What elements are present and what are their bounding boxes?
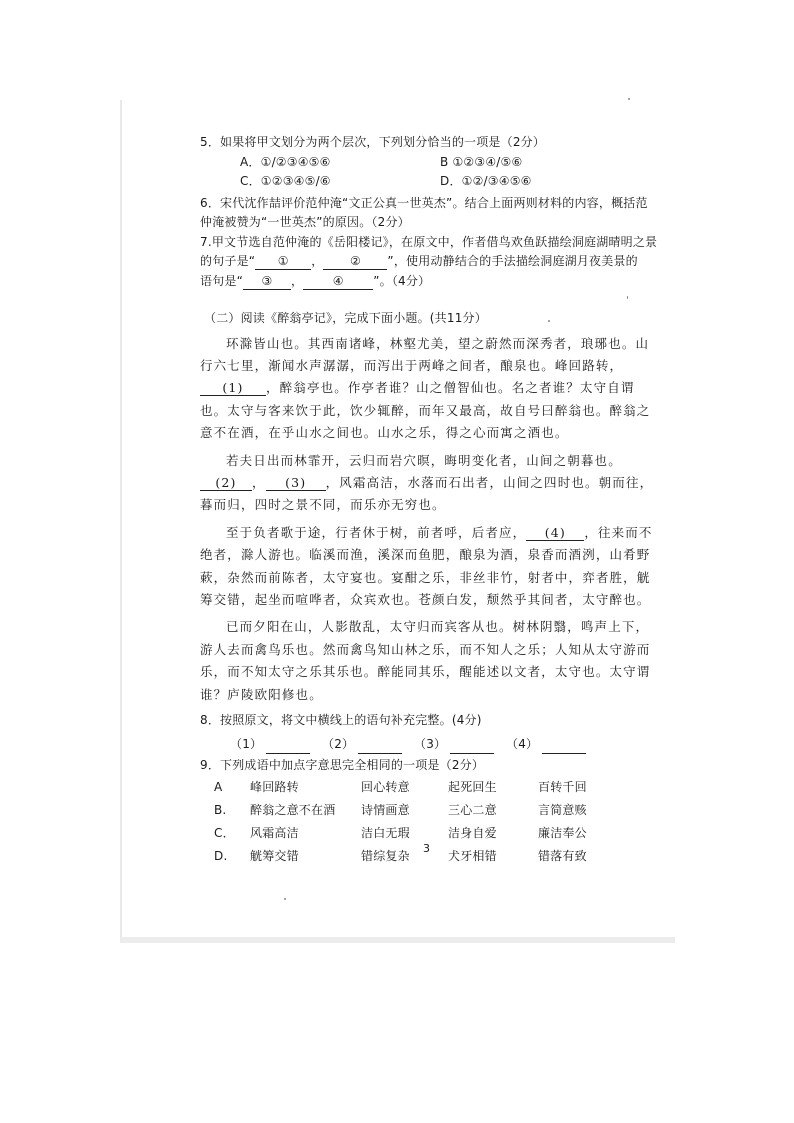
option-letter: D.	[214, 848, 228, 863]
passage-blank-2: (2)	[200, 475, 252, 491]
idiom: 风霜高洁	[250, 825, 299, 840]
answer-blank-2	[322, 735, 414, 755]
option-d: D．①②/③④⑤⑥	[440, 174, 532, 188]
idiom: 觥筹交错	[250, 848, 299, 863]
passage-blank-3: (3)	[266, 475, 326, 491]
question-5-options-row2	[200, 172, 660, 192]
scan-speck	[628, 98, 630, 100]
text: 已而夕阳在山，人影散乱，太守归而宾客从也。树林阴翳，鸣声上下，游人去而禽鸟乐也。然而禽鸟知山林之乐，而不知人之乐；人知从太守游而乐，而不知太守之乐其乐也。醉能同其乐，醒能述以文者，太守也。太守谓谁？庐陵欧阳修也。	[200, 619, 651, 702]
passage-paragraph-3	[200, 522, 660, 612]
passage-paragraph-4	[200, 616, 660, 706]
text: ，醉翁亭也。作亭者谁？山之僧智仙也。名之者谁？太守自谓也。太守与客来饮于此，饮少辄醉，而年又最高，故自号曰醉翁也。醉翁之意不在酒，在乎山水之间也。山水之乐，得之心而寓之酒也。	[200, 380, 651, 441]
scan-speck	[627, 296, 628, 299]
text: ，	[311, 254, 324, 268]
idiom: 起死回生	[448, 779, 497, 794]
idiom: 三心二意	[448, 802, 497, 817]
idiom-option-row	[200, 799, 660, 822]
question-7-line3	[200, 272, 660, 292]
exam-page	[200, 133, 660, 868]
question-6-line2: 仲淹被赞为“一世英杰”的原因。（2分）	[200, 215, 410, 229]
text: 若夫日出而林霏开，云归而岩穴暝，晦明变化者，山间之朝暮也。	[226, 452, 622, 468]
passage-paragraph-1	[200, 333, 660, 445]
passage-blank-1: (1)	[200, 380, 266, 396]
text: ，风霜高洁，水落而石出者，山间之四时也。朝而往，暮而归，四时之景不同，而乐亦无穷也。	[200, 474, 654, 513]
blank-2: ②	[323, 254, 387, 270]
idiom: 醉翁之意不在酒	[250, 802, 336, 817]
idiom: 洁身自爱	[448, 825, 497, 840]
text: 语句是“	[200, 273, 244, 288]
label: （3）	[414, 736, 447, 751]
scan-speck	[284, 898, 286, 900]
question-6-line1: 6．宋代沈作喆评价范仲淹“文正公真一世英杰”。结合上面两则材料的内容，概括范	[200, 195, 648, 210]
question-7-line2	[200, 252, 660, 272]
text: 的句子是“	[200, 254, 256, 268]
answer-blank-4	[506, 735, 598, 755]
blank-1: ①	[255, 254, 311, 270]
question-8-blanks	[200, 735, 660, 755]
answer-blank-1	[230, 735, 322, 755]
passage-paragraph-2	[200, 450, 660, 517]
section-2-title: （二）阅读《醉翁亭记》，完成下面小题。(共11分）	[204, 311, 487, 325]
idiom-option-row	[200, 776, 660, 799]
option-a: A．①/②③④⑤⑥	[240, 154, 331, 169]
idiom-option-row	[200, 822, 660, 845]
page-number: 3	[423, 842, 430, 855]
idiom: 峰回路转	[250, 779, 299, 794]
text: ，往来而不绝者，滁人游也。临溪而渔，溪深而鱼肥，酿泉为酒，泉香而酒洌，山肴野蔌，杂然而前陈者，太守宴也。宴酣之乐，非丝非竹，射者中，弈者胜，觥筹交错，起坐而喧哗者，众宾欢也。苍颜白发，颓然乎其间者，太守醉也。	[200, 524, 653, 607]
question-9-stem: 9．下列成语中加点字意思完全相同的一项是（2分）	[200, 758, 485, 772]
option-letter: B.	[214, 802, 227, 817]
idiom: 廉洁奉公	[538, 825, 587, 840]
blank-4: ④	[303, 274, 373, 290]
option-c: C．①②③④⑤/⑥	[240, 174, 331, 188]
text: ”，使用动静结合的手法描绘洞庭湖月夜美景的	[387, 254, 638, 268]
passage-blank-4: (4)	[526, 525, 584, 541]
idiom: 百转千回	[538, 779, 587, 794]
label: （1）	[230, 736, 263, 751]
blank-3: ③	[243, 274, 291, 290]
idiom: 言简意赅	[538, 802, 587, 817]
idiom: 犬牙相错	[448, 848, 497, 863]
label: （2）	[322, 736, 355, 751]
text: 环滁皆山也。其西南诸峰，林壑尤美，望之蔚然而深秀者，琅琊也。山行六七里，渐闻水声潺潺，而泻出于两峰之间者，酿泉也。峰回路转，	[200, 335, 650, 373]
idiom: 错综复杂	[361, 848, 410, 863]
idiom: 错落有致	[538, 848, 587, 863]
option-b: B ①②③④/⑤⑥	[440, 154, 523, 169]
option-letter: A	[214, 779, 223, 794]
question-8-stem: 8．按照原文，将文中横线上的语句补充完整。(4分)	[200, 713, 482, 727]
question-7-line1: 7.甲文节选自范仲淹的《岳阳楼记》，在原文中，作者借鸟欢鱼跃描绘洞庭湖晴明之景	[200, 234, 658, 249]
text: ”。（4分）	[373, 273, 431, 288]
text: 至于负者歌于途，行者休于树，前者呼，后者应，	[226, 524, 527, 540]
idiom: 洁白无瑕	[361, 825, 410, 840]
label: （4）	[506, 736, 539, 751]
question-5-stem: 5．如果将甲文划分为两个层次，下列划分恰当的一项是（2分）	[200, 135, 546, 149]
text: ，	[252, 474, 266, 490]
idiom: 诗情画意	[361, 802, 410, 817]
scan-edge-bottom	[120, 937, 675, 943]
question-5-options-row1	[200, 153, 660, 173]
idiom: 回心转意	[361, 779, 410, 794]
text: ，	[291, 273, 304, 288]
answer-blank-3	[414, 735, 506, 755]
scan-speck	[548, 320, 550, 322]
idiom-option-row	[200, 845, 660, 868]
option-letter: C．	[214, 825, 235, 840]
